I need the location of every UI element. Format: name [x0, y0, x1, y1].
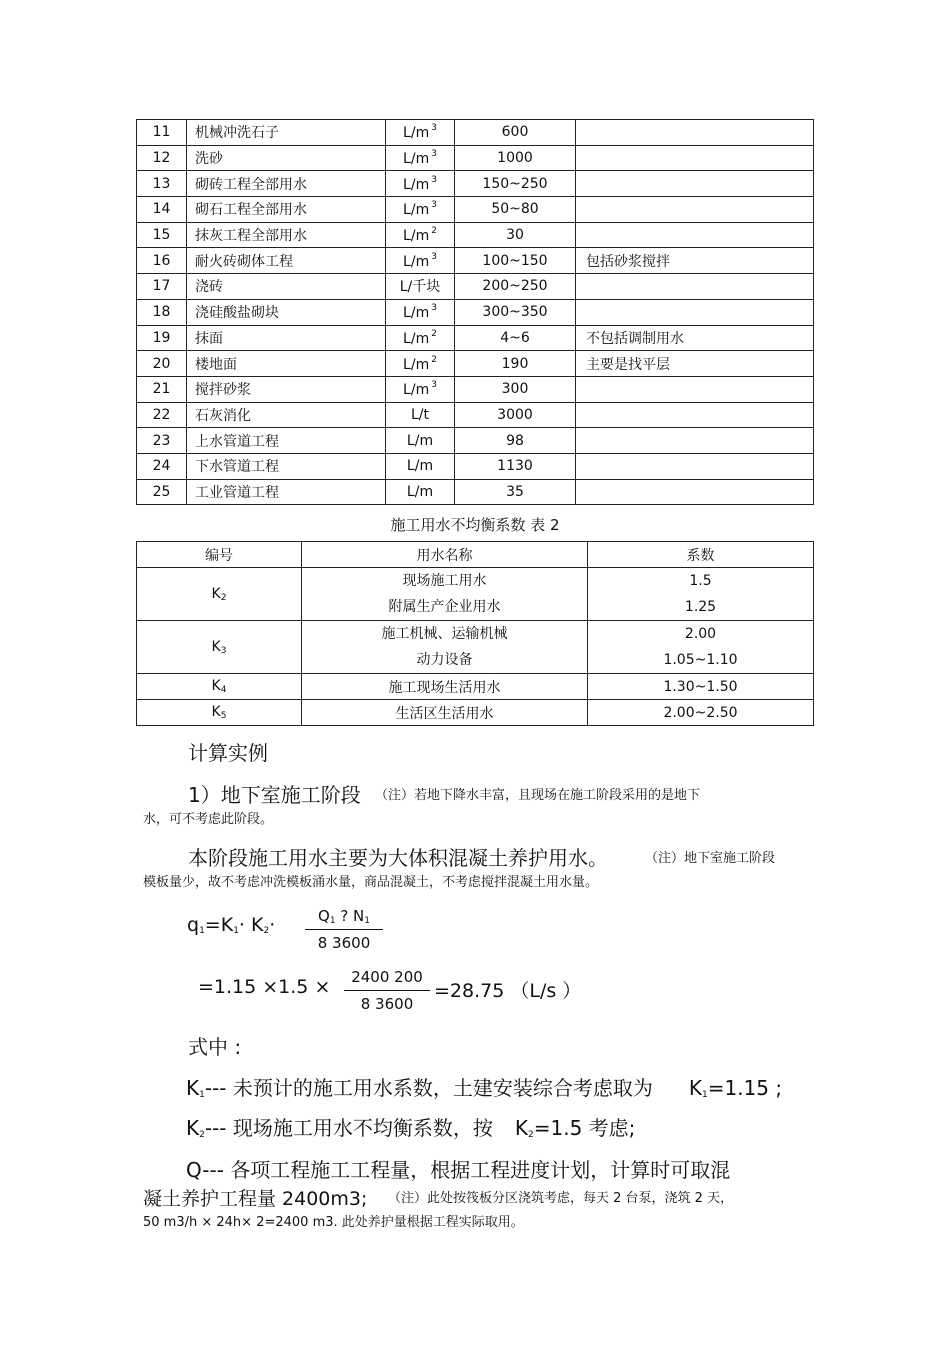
table-row [137, 479, 814, 505]
quota-value: 35 [455, 479, 576, 505]
quota-value: 50~80 [455, 197, 576, 223]
table-row-k5 [137, 700, 814, 726]
k2-definition: K2--- 现场施工用水不均衡系数，按 K2=1.5 考虑; [186, 1116, 636, 1140]
work-item: 耐火砖砌体工程 [187, 248, 386, 274]
note-cell [576, 428, 814, 454]
work-item: 工业管道工程 [187, 479, 386, 505]
paragraph-note: （注）地下室施工阶段 [645, 851, 776, 866]
unit-cell: L/千块 [386, 274, 455, 300]
quota-value: 300 [455, 376, 576, 402]
fraction-2-numerator: 2400 200 [351, 968, 423, 986]
stage-note: （注）若地下降水丰富，且现场在施工阶段采用的是地下 [375, 788, 701, 803]
section-heading: 计算实例 [188, 741, 268, 765]
unit-cell: L/m [386, 453, 455, 479]
work-item: 搅拌砂浆 [187, 376, 386, 402]
calc-prefix: =1.15 ×1.5 × [198, 976, 331, 998]
row-number: 25 [137, 479, 187, 505]
note-cell [576, 222, 814, 248]
row-number: 22 [137, 402, 187, 428]
quota-value: 600 [455, 120, 576, 146]
table-row [137, 402, 814, 428]
note-cell [576, 479, 814, 505]
note-cell [576, 171, 814, 197]
note-cell: 主要是找平层 [576, 351, 814, 377]
quota-value: 150~250 [455, 171, 576, 197]
work-item: 抹灰工程全部用水 [187, 222, 386, 248]
header-code: 编号 [137, 542, 302, 568]
note-cell [576, 120, 814, 146]
calc-result: =28.75 （L/s ） [434, 980, 582, 1002]
work-item: 石灰消化 [187, 402, 386, 428]
unit-cell: L/m $^3$ [386, 171, 455, 197]
note-cell: 包括砂浆搅拌 [576, 248, 814, 274]
row-number: 23 [137, 428, 187, 454]
note-cell: 不包括调制用水 [576, 325, 814, 351]
work-item: 下水管道工程 [187, 453, 386, 479]
unit-cell: L/m [386, 479, 455, 505]
quota-value: 4~6 [455, 325, 576, 351]
row-number: 14 [137, 197, 187, 223]
table-row [137, 145, 814, 171]
quota-value: 3000 [455, 402, 576, 428]
name-cell: 施工现场生活用水 [302, 674, 588, 700]
table-row [137, 197, 814, 223]
name-cell: 现场施工用水 附属生产企业用水 [302, 568, 588, 621]
table-row-k4 [137, 674, 814, 700]
table-row [137, 222, 814, 248]
table-row [137, 453, 814, 479]
formula-lhs: q1=K1· K2· [187, 914, 276, 936]
name-cell: 生活区生活用水 [302, 700, 588, 726]
paragraph-note-cont: 模板量少，故不考虑冲洗模板涌水量，商品混凝土，不考虑搅拌混凝土用水量。 [143, 875, 599, 890]
row-number: 12 [137, 145, 187, 171]
table-row [137, 376, 814, 402]
quota-value: 300~350 [455, 299, 576, 325]
quota-value: 100~150 [455, 248, 576, 274]
where-label: 式中 : [188, 1035, 242, 1059]
row-number: 13 [137, 171, 187, 197]
work-item: 砌砖工程全部用水 [187, 171, 386, 197]
q-note-cont: 50 m3/h × 24h× 2=2400 m3. 此处养护量根据工程实际取用。 [143, 1215, 524, 1230]
quota-value: 98 [455, 428, 576, 454]
value-cell: 2.00 1.05~1.10 [588, 621, 814, 674]
unit-cell: L/m $^2$ [386, 222, 455, 248]
header-coefficient: 系数 [588, 542, 814, 568]
table2-caption: 施工用水不均衡系数 表 2 [390, 516, 560, 534]
value-cell: 1.5 1.25 [588, 568, 814, 621]
row-number: 17 [137, 274, 187, 300]
unit-cell: L/m $^2$ [386, 325, 455, 351]
note-cell [576, 274, 814, 300]
stage-title: 1）地下室施工阶段 [188, 783, 361, 807]
row-number: 19 [137, 325, 187, 351]
work-item: 砌石工程全部用水 [187, 197, 386, 223]
table-row-k2 [137, 568, 814, 621]
quota-value: 200~250 [455, 274, 576, 300]
row-number: 15 [137, 222, 187, 248]
work-item: 浇砖 [187, 274, 386, 300]
quota-value: 1000 [455, 145, 576, 171]
table-header-row [137, 542, 814, 568]
unit-cell: L/m $^3$ [386, 248, 455, 274]
code-cell: K2 [137, 568, 302, 621]
fraction-1-numerator: Q1 ? N1 [318, 907, 370, 926]
quota-value: 1130 [455, 453, 576, 479]
unit-cell: L/m $^3$ [386, 299, 455, 325]
fraction-1-bar [305, 929, 383, 930]
code-cell: K4 [137, 674, 302, 700]
row-number: 21 [137, 376, 187, 402]
note-cell [576, 197, 814, 223]
work-item: 浇硅酸盐砌块 [187, 299, 386, 325]
note-cell [576, 145, 814, 171]
unit-cell: L/m $^3$ [386, 197, 455, 223]
row-number: 20 [137, 351, 187, 377]
fraction-2-denominator: 8 3600 [360, 995, 414, 1013]
note-cell [576, 402, 814, 428]
work-item: 抹面 [187, 325, 386, 351]
note-cell [576, 299, 814, 325]
unit-cell: L/m $^3$ [386, 145, 455, 171]
work-item: 楼地面 [187, 351, 386, 377]
table-row [137, 248, 814, 274]
q-note: （注）此处按筏板分区浇筑考虑，每天 2 台泵，浇筑 2 天， [388, 1191, 734, 1206]
code-cell: K5 [137, 700, 302, 726]
table-row [137, 171, 814, 197]
k1-definition: K1--- 未预计的施工用水系数，土建安装综合考虑取为 K1=1.15 ; [186, 1076, 783, 1100]
imbalance-coefficient-table [136, 541, 814, 726]
row-number: 11 [137, 120, 187, 146]
row-number: 16 [137, 248, 187, 274]
table-row [137, 299, 814, 325]
work-item: 洗砂 [187, 145, 386, 171]
note-cell [576, 376, 814, 402]
stage-note-cont: 水，可不考虑此阶段。 [143, 812, 274, 827]
fraction-2-bar [344, 990, 430, 991]
table-row [137, 120, 814, 146]
table-row [137, 274, 814, 300]
value-cell: 1.30~1.50 [588, 674, 814, 700]
q-definition: Q--- 各项工程施工工程量，根据工程进度计划，计算时可取混 [186, 1158, 731, 1182]
q-definition-cont: 凝土养护工程量 2400m3; [143, 1188, 368, 1210]
row-number: 18 [137, 299, 187, 325]
fraction-1-denominator: 8 3600 [317, 934, 371, 952]
unit-cell: L/m [386, 428, 455, 454]
quota-value: 30 [455, 222, 576, 248]
quota-value: 190 [455, 351, 576, 377]
unit-cell: L/m $^3$ [386, 120, 455, 146]
name-cell: 施工机械、运输机械 动力设备 [302, 621, 588, 674]
unit-cell: L/m $^3$ [386, 376, 455, 402]
code-cell: K3 [137, 621, 302, 674]
table-row [137, 428, 814, 454]
main-paragraph: 本阶段施工用水主要为大体积混凝土养护用水。 [188, 846, 608, 870]
water-quota-table [136, 119, 814, 505]
unit-cell: L/t [386, 402, 455, 428]
note-cell [576, 453, 814, 479]
table-row [137, 325, 814, 351]
unit-cell: L/m $^2$ [386, 351, 455, 377]
work-item: 机械冲洗石子 [187, 120, 386, 146]
row-number: 24 [137, 453, 187, 479]
table-row [137, 351, 814, 377]
value-cell: 2.00~2.50 [588, 700, 814, 726]
work-item: 上水管道工程 [187, 428, 386, 454]
header-name: 用水名称 [302, 542, 588, 568]
table-row-k3 [137, 621, 814, 674]
